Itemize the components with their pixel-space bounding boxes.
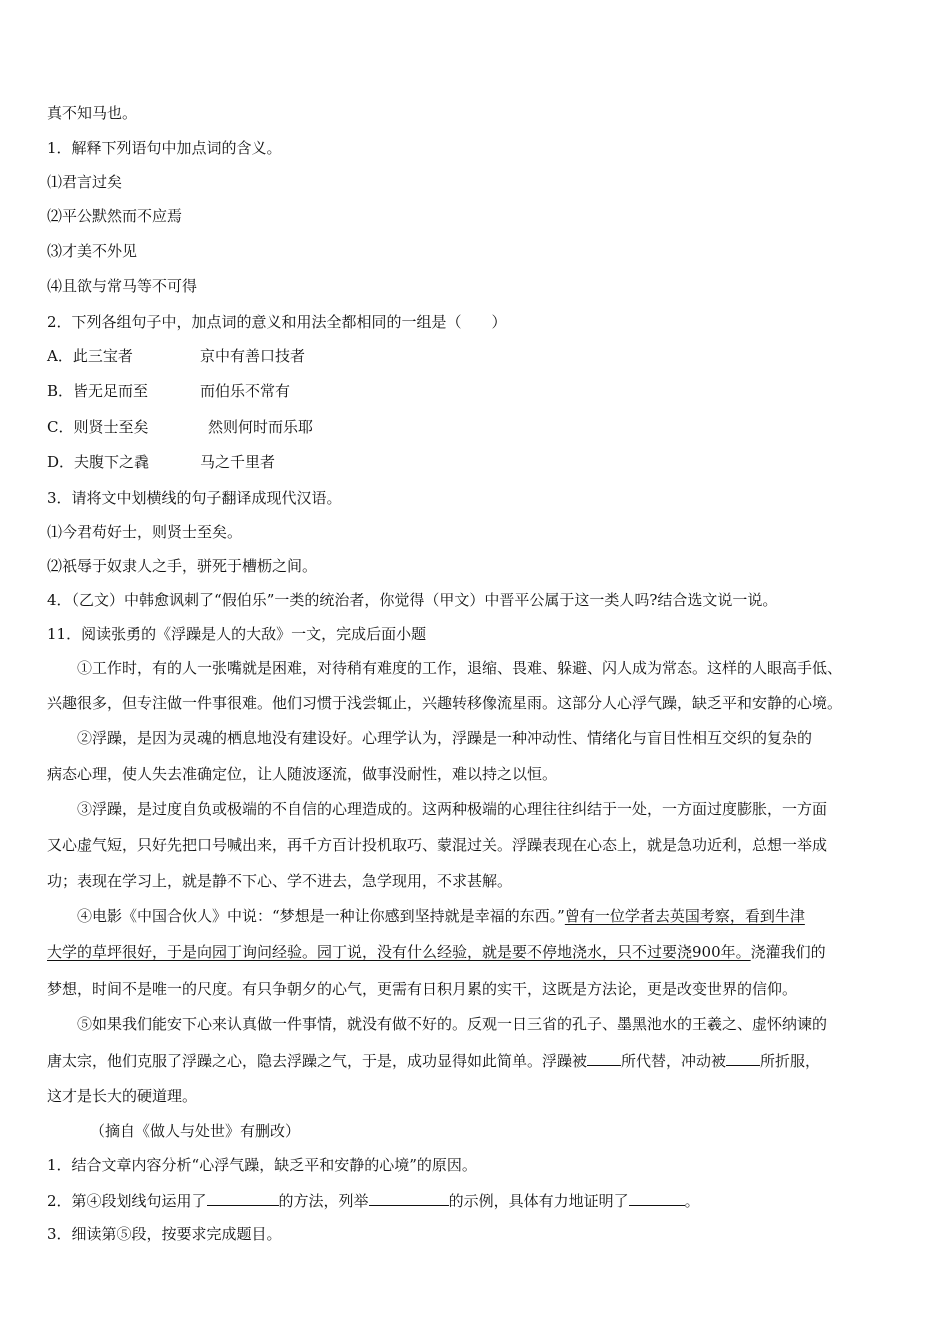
- question-2-option-c-pair: 然则何时而乐耶: [208, 418, 314, 436]
- paragraph-4-line: 梦想，时间不是唯一的尺度。有只争朝夕的心气，更需有日积月累的实干，这既是方法论，更是改变世界的信仰。: [47, 980, 798, 998]
- question-text: 2．第④段划线句运用了: [47, 1192, 207, 1210]
- question-2-option-b-pair: 而伯乐不常有: [200, 382, 291, 400]
- paragraph-4-line: [77, 906, 805, 926]
- paragraph-5-line: ⑤如果我们能安下心来认真做一件事情，就没有做不好的。反观一日三省的孔子、墨黑池水的王羲之、虚怀纳谏的: [77, 1015, 828, 1033]
- question-1-item: ⑵平公默然而不应焉: [47, 207, 183, 225]
- paragraph-1-line: ①工作时，有的人一张嘴就是困难，对待稍有难度的工作，退缩、畏难、躲避、闪人成为常态。这样的人眼高手低、: [77, 659, 843, 677]
- paragraph-3-line: ③浮躁，是过度自负或极端的不自信的心理造成的。这两种极端的心理往往纠结于一处，一方面过度膨胀，一方面: [77, 800, 828, 818]
- paragraph-text: 所折服，: [760, 1052, 821, 1070]
- paragraph-3-line: 又心虚气短，只好先把口号喊出来，再千方百计投机取巧、蒙混过关。浮躁表现在心态上，就是急功近利，总想一举成: [47, 836, 828, 854]
- question-1-stem: 1．解释下列语句中加点词的含义。: [47, 139, 282, 157]
- question-text: 的示例，具体有力地证明了: [448, 1192, 629, 1210]
- question-1-item: ⑴君言过矣: [47, 173, 123, 191]
- paragraph-text: 所代替，冲动被: [621, 1052, 727, 1070]
- paragraph-text: 唐太宗，他们克服了浮躁之心，隐去浮躁之气，于是，成功显得如此简单。浮躁被: [47, 1052, 588, 1070]
- fill-blank[interactable]: [207, 1190, 279, 1206]
- question-3-item: ⑵祇辱于奴隶人之手，骈死于槽枥之间。: [47, 557, 318, 575]
- fill-blank[interactable]: [369, 1190, 449, 1206]
- question-2-option-b: [47, 381, 148, 401]
- underlined-sentence: 曾有一位学者去英国考察，看到牛津: [564, 907, 805, 925]
- question-2-option-d: [47, 452, 149, 472]
- paragraph-4-line: [47, 942, 826, 962]
- option-label: D．夫腹下之毳: [47, 453, 150, 471]
- passage-heading: 11．阅读张勇的《浮躁是人的大敌》一文，完成后面小题: [47, 625, 427, 643]
- option-label: B．皆无足而至: [47, 382, 149, 400]
- fill-blank[interactable]: [726, 1050, 760, 1066]
- paragraph-3-line: 功；表现在学习上，就是静不下心、学不进去，急学现用，不求甚解。: [47, 872, 513, 890]
- fill-blank[interactable]: [629, 1190, 685, 1206]
- paragraph-5-line: [47, 1050, 820, 1071]
- sub-question-2: [47, 1190, 700, 1211]
- question-text: 。: [684, 1192, 700, 1210]
- paragraph-2-line: ②浮躁，是因为灵魂的栖息地没有建设好。心理学认为，浮躁是一种冲动性、情绪化与盲目性相互交织的复杂的: [77, 729, 813, 747]
- underlined-sentence: 大学的草坪很好，于是向园丁询问经验。园丁说，没有什么经验，就是要不停地浇水，只不过要浇900年。: [47, 943, 751, 961]
- option-label: A．此三宝者: [47, 347, 133, 365]
- question-2-option-c: [47, 417, 148, 437]
- sub-question-3: 3．细读第⑤段，按要求完成题目。: [47, 1225, 282, 1243]
- sub-question-1: 1．结合文章内容分析“心浮气躁，缺乏平和安静的心境”的原因。: [47, 1156, 477, 1174]
- question-2-option-d-pair: 马之千里者: [200, 453, 276, 471]
- question-1-item: ⑷且欲与常马等不可得: [47, 277, 198, 295]
- paragraph-1-line: 兴趣很多，但专注做一件事很难。他们习惯于浅尝辄止，兴趣转移像流星雨。这部分人心浮气躁，缺乏平和安静的心境。: [47, 694, 843, 712]
- question-4-stem: 4．（乙文）中韩愈讽刺了“假伯乐”一类的统治者，你觉得（甲文）中晋平公属于这一类人吗?结合选文说一说。: [47, 591, 778, 609]
- quote-text: ④电影《中国合伙人》中说：“梦想是一种让你感到坚持就是幸福的东西。”: [77, 907, 565, 925]
- question-2-option-a: [47, 346, 133, 366]
- paragraph-text: 浇灌我们的: [750, 943, 826, 961]
- question-1-item: ⑶才美不外见: [47, 242, 138, 260]
- fill-blank[interactable]: [587, 1050, 621, 1066]
- question-2-option-a-pair: 京中有善口技者: [200, 347, 306, 365]
- paragraph-5-line: 这才是长大的硬道理。: [47, 1087, 198, 1105]
- source-note: （摘自《做人与处世》有删改）: [90, 1122, 301, 1140]
- option-label: C．则贤士至矣: [47, 418, 149, 436]
- question-3-stem: 3．请将文中划横线的句子翻译成现代汉语。: [47, 489, 342, 507]
- passage-tail: 真不知马也。: [47, 104, 138, 122]
- question-2-stem: 2．下列各组句子中，加点词的意义和用法全都相同的一组是（ ）: [47, 313, 507, 331]
- question-3-item: ⑴今君苟好士，则贤士至矣。: [47, 523, 243, 541]
- question-text: 的方法，列举: [278, 1192, 369, 1210]
- paragraph-2-line: 病态心理，使人失去准确定位，让人随波逐流，做事没耐性，难以持之以恒。: [47, 765, 558, 783]
